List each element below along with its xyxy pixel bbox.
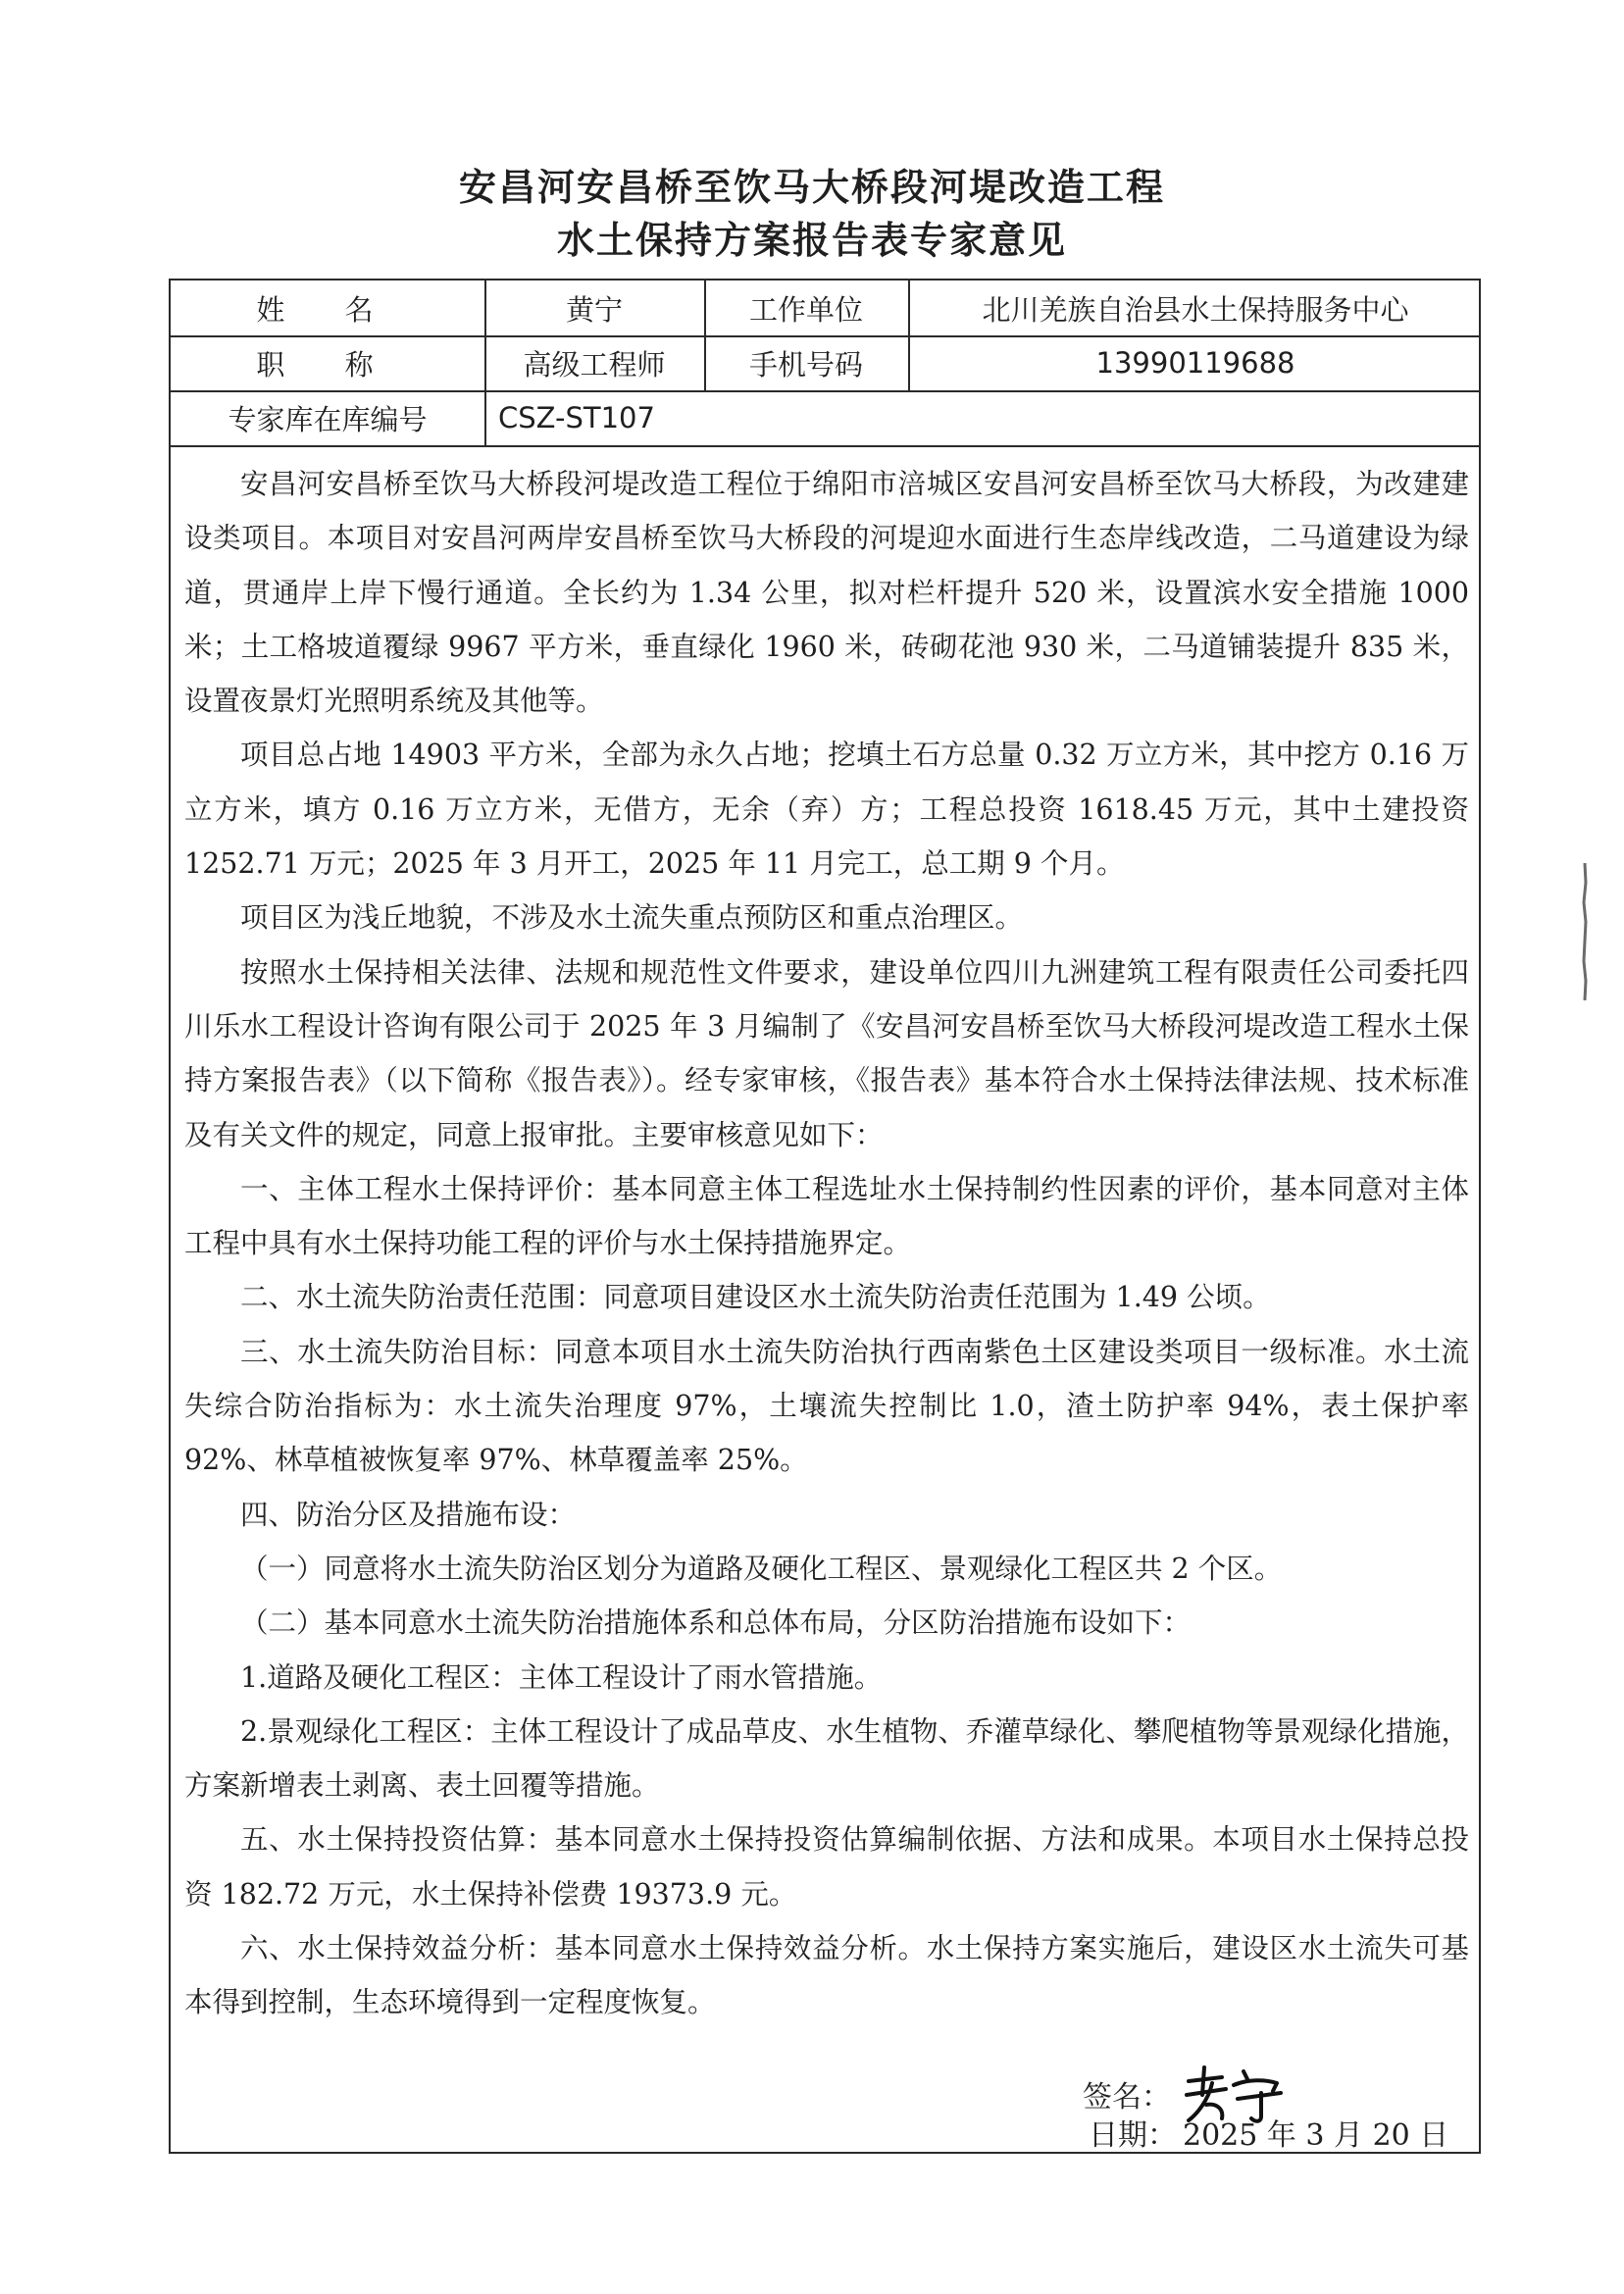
date-label: 日期： [1089, 2118, 1177, 2153]
date-row [1083, 2111, 1448, 2154]
opinion-body [184, 457, 1469, 2030]
name-value: 黄宁 [565, 292, 623, 327]
opinion-paragraph: （二）基本同意水土流失防治措施体系和总体布局，分区防治措施布设如下： [240, 1606, 1192, 1640]
opinion-paragraph: 按照水土保持相关法律、法规和规范性文件要求，建设单位四川九洲建筑工程有限责任公司委托四川乐水工程设计咨询有限公司于 2025 年 3 月编制了《安昌河安昌桥至饮马大桥段河堤改造工程水土保持方案报告表》（以下简称《报告表》）。经专家审核，《报告表》基本符合水土保持法律法规、技术标准及有关文件的规定，同意上报审批。主要审核意见如下： [184, 955, 1469, 1151]
expert-opinion-form [169, 279, 1481, 2154]
phone-value: 13990119688 [1095, 346, 1295, 380]
opinion-paragraph: 1.道路及硬化工程区：主体工程设计了雨水管措施。 [240, 1660, 883, 1694]
opinion-paragraph: 一、主体工程水土保持评价：基本同意主体工程选址水土保持制约性因素的评价，基本同意对主体工程中具有水土保持功能工程的评价与水土保持措施界定。 [184, 1172, 1469, 1260]
opinion-paragraph: 2.景观绿化工程区：主体工程设计了成品草皮、水生植物、乔灌草绿化、攀爬植物等景观绿化措施，方案新增表土剥离、表土回覆等措施。 [184, 1714, 1469, 1803]
phone-label: 手机号码 [748, 347, 863, 382]
opinion-paragraph: 四、防治分区及措施布设： [240, 1498, 577, 1531]
opinion-paragraph: 二、水土流失防治责任范围：同意项目建设区水土流失防治责任范围为 1.49 公顷。 [240, 1281, 1271, 1314]
signature-label: 签名： [1083, 2080, 1171, 2115]
opinion-paragraph: 安昌河安昌桥至饮马大桥段河堤改造工程位于绵阳市涪城区安昌河安昌桥至饮马大桥段，为改建建设类项目。本项目对安昌河两岸安昌桥至饮马大桥段的河堤迎水面进行生态岸线改造，二马道建设为绿道，贯通岸上岸下慢行通道。全长约为 1.34 公里，拟对栏杆提升 520 米，设置滨水安全措施 1000 米；土工格坡道覆绿 9967 平方米，垂直绿化 1960 米，砖砌花池 930 米，二马道铺装提升 835 米，设置夜景灯光照明系统及其他等。 [184, 468, 1469, 718]
name-label: 姓 名 [256, 292, 399, 327]
opinion-paragraph: 项目总占地 14903 平方米，全部为永久占地；挖填土石方总量 0.32 万立方米，其中挖方 0.16 万立方米，填方 0.16 万立方米，无借方，无余（弃）方；工程总投资 1618.45 万元，其中土建投资 1252.71 万元；2025 年 3 月开工，2025 年 11 月完工，总工期 9 个月。 [184, 739, 1469, 881]
table-divider [171, 445, 1479, 447]
professional-title-label: 职 称 [256, 347, 399, 382]
opinion-paragraph: 五、水土保持投资估算：基本同意水土保持投资估算编制依据、方法和成果。本项目水土保持总投资 182.72 万元，水土保持补偿费 19373.9 元。 [184, 1823, 1469, 1911]
scan-artifact [1581, 863, 1589, 1000]
date-value: 2025 年 3 月 20 日 [1183, 2118, 1449, 2153]
opinion-paragraph: 项目区为浅丘地貌，不涉及水土流失重点预防区和重点治理区。 [240, 901, 1024, 935]
expert-id-label: 专家库在库编号 [228, 402, 428, 436]
opinion-paragraph: 六、水土保持效益分析：基本同意水土保持效益分析。水土保持方案实施后，建设区水土流失可基本得到控制，生态环境得到一定程度恢复。 [184, 1932, 1469, 2019]
document-subtitle: 水土保持方案报告表专家意见 [556, 219, 1067, 262]
organization-label: 工作单位 [748, 292, 863, 327]
opinion-paragraph: （一）同意将水土流失防治区划分为道路及硬化工程区、景观绿化工程区共 2 个区。 [240, 1552, 1283, 1585]
expert-id-value: CSZ-ST107 [498, 401, 655, 434]
document-title: 安昌河安昌桥至饮马大桥段河堤改造工程 [458, 166, 1165, 209]
professional-title-value: 高级工程师 [523, 347, 666, 382]
opinion-paragraph: 三、水土流失防治目标：同意本项目水土流失防治执行西南紫色土区建设类项目一级标准。水土流失综合防治指标为：水土流失治理度 97%，土壤流失控制比 1.0，渣土防护率 94%，表土保护率 92%、林草植被恢复率 97%、林草覆盖率 25%。 [184, 1335, 1469, 1477]
organization-value: 北川羌族自治县水土保持服务中心 [982, 292, 1409, 327]
